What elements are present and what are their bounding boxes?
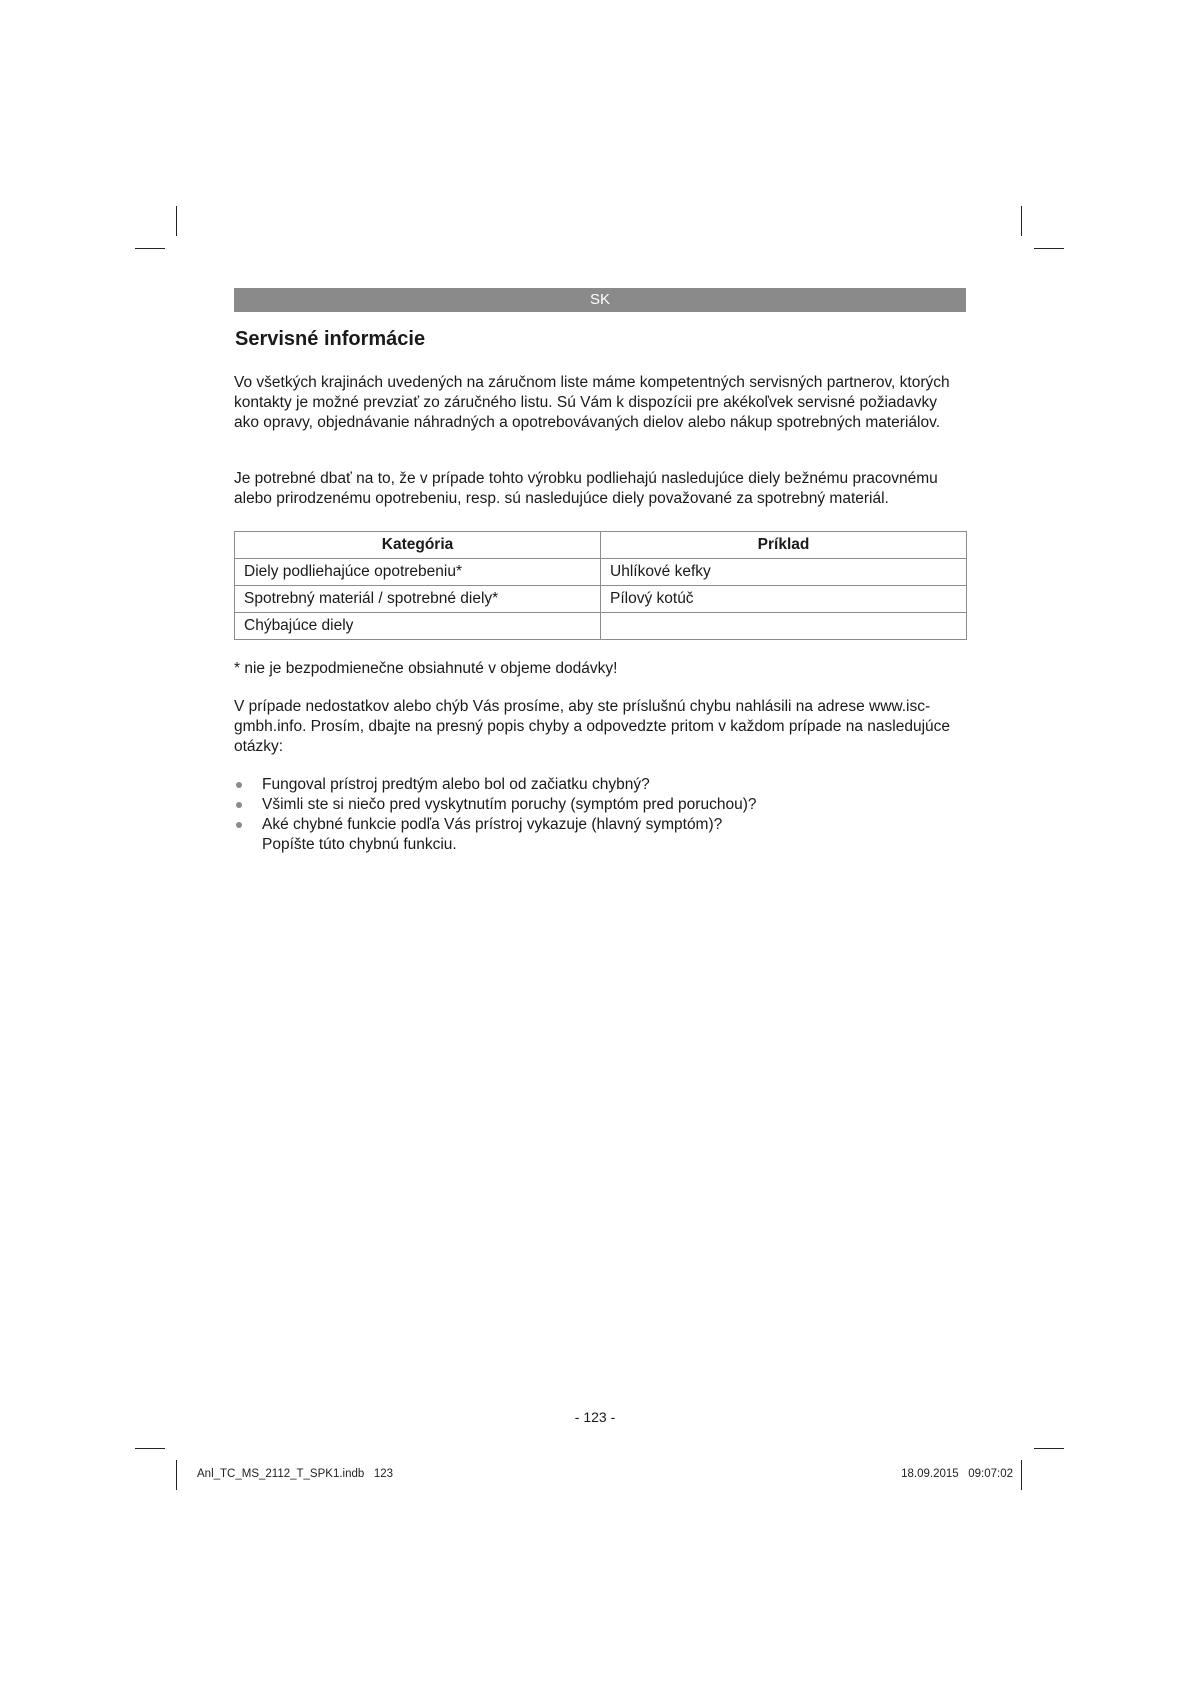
crop-mark — [176, 206, 177, 236]
table-cell: Diely podliehajúce opotrebeniu* — [235, 559, 601, 586]
crop-mark — [135, 248, 165, 249]
crop-mark — [1034, 248, 1064, 249]
table-cell: Spotrebný materiál / spotrebné diely* — [235, 586, 601, 613]
table-row — [235, 559, 967, 586]
bullet-icon — [236, 782, 242, 788]
crop-mark — [1021, 1460, 1022, 1490]
table-row — [235, 586, 967, 613]
wear-parts-paragraph: Je potrebné dbať na to, že v prípade tohto výrobku podliehajú nasledujúce diely bežnému pracovnému alebo prirodzenému opotrebeniu, resp. sú nasledujúce diely považované za spotrebný materiál. — [234, 470, 938, 507]
table-header-example: Príklad — [601, 532, 967, 559]
language-bar: SK — [234, 288, 966, 312]
table-row — [235, 613, 967, 640]
report-paragraph: V prípade nedostatkov alebo chýb Vás prosíme, aby ste príslušnú chybu nahlásili na adrese www.isc-gmbh.info. Prosím, dbajte na presný popis chyby a odpovedzte pritom v každom prípade na nasledujúce otázky: — [234, 698, 950, 755]
crop-mark — [1021, 206, 1022, 236]
crop-mark — [176, 1460, 177, 1490]
list-item: Všimli ste si niečo pred vyskytnutím poruchy (symptóm pred poruchou)? — [234, 795, 966, 815]
intro-paragraph: Vo všetkých krajinách uvedených na záručnom liste máme kompetentných servisných partnerov, ktorých kontakty je možné prevziať zo záručného listu. Sú Vám k dispozícii pre akékoľvek servisné požiadavky ako opravy, objednávanie náhradných a opotrebovávaných dielov alebo nákup spotrebných materiálov. — [234, 374, 950, 431]
footnote: * nie je bezpodmienečne obsiahnuté v objeme dodávky! — [234, 660, 618, 677]
table-cell: Pílový kotúč — [601, 586, 967, 613]
page-title: Servisné informácie — [235, 328, 426, 350]
list-item: Aké chybné funkcie podľa Vás prístroj vykazuje (hlavný symptóm)? — [234, 815, 966, 835]
table-cell: Uhlíkové kefky — [601, 559, 967, 586]
bullet-icon — [236, 802, 242, 808]
parts-table — [234, 531, 967, 640]
questions-list — [234, 775, 966, 855]
print-datetime: 18.09.2015 09:07:02 — [901, 1468, 1013, 1480]
page-number: - 123 - — [574, 1409, 616, 1425]
table-cell: Chýbajúce diely — [235, 613, 601, 640]
file-info: Anl_TC_MS_2112_T_SPK1.indb 123 — [197, 1468, 394, 1480]
list-item-continuation: Popíšte túto chybnú funkciu. — [262, 836, 457, 853]
table-header-category: Kategória — [235, 532, 601, 559]
table-header-row — [235, 532, 967, 559]
bullet-icon — [236, 822, 242, 828]
list-item: Fungoval prístroj predtým alebo bol od začiatku chybný? — [234, 775, 966, 795]
crop-mark — [135, 1448, 165, 1449]
crop-mark — [1034, 1448, 1064, 1449]
table-cell — [601, 613, 967, 640]
